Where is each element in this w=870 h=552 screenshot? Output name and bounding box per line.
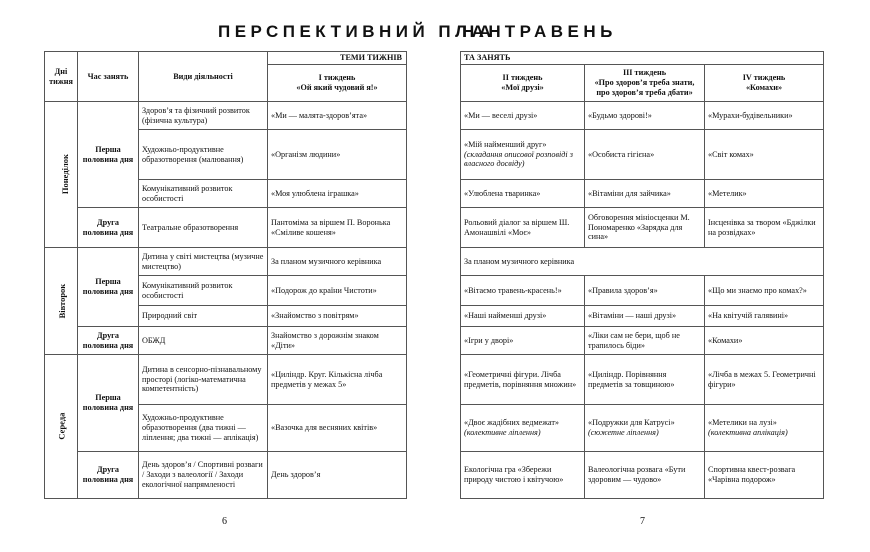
- time-first-half: Перша половина дня: [78, 102, 139, 208]
- lesson-cell: «Що ми знаємо про комах?»: [705, 276, 824, 306]
- day-monday: Понеділок: [45, 102, 78, 248]
- header-day: Дні тижня: [45, 52, 78, 102]
- time-first-half: Перша половина дня: [78, 248, 139, 327]
- lesson-cell: «Метелики на лузі» (колективна аплікація): [705, 405, 824, 452]
- header-week-4: IV тиждень «Комахи»: [705, 65, 824, 102]
- left-plan-table: [44, 51, 407, 499]
- time-second-half: Друга половина дня: [78, 208, 139, 248]
- activity-cell: Природний світ: [139, 306, 268, 327]
- lesson-cell: «Мій найменший друг» (складання описової розповіді з власного досвіду): [461, 130, 585, 180]
- lesson-cell-merged: За планом музичного керівника: [461, 248, 824, 276]
- lesson-cell: «Вітаміни — наші друзі»: [585, 306, 705, 327]
- lesson-cell: «Вітаміни для зайчика»: [585, 180, 705, 208]
- header-time: Час занять: [78, 52, 139, 102]
- day-wednesday: Середа: [45, 355, 78, 499]
- plan-title-right: НА ТРАВЕНЬ: [462, 22, 617, 41]
- day-tuesday: Вівторок: [45, 248, 78, 355]
- page-number-right: 7: [640, 516, 645, 527]
- time-first-half: Перша половина дня: [78, 355, 139, 452]
- lesson-cell: «Будьмо здорові!»: [585, 102, 705, 130]
- lesson-cell: Обговорення мініосценки М. Пономаренко «Зарядка для сина»: [585, 208, 705, 248]
- lesson-cell: «Ігри у дворі»: [461, 327, 585, 355]
- activity-cell: Дитина у світі мистецтва (музичне мистецтво): [139, 248, 268, 276]
- lesson-cell: Спортивна квест-розвага «Чарівна подорож»: [705, 452, 824, 499]
- lesson-cell: «Двоє жадібних ведмежат» (колективне ліплення): [461, 405, 585, 452]
- lesson-cell: «Правила здоров’я»: [585, 276, 705, 306]
- activity-cell: Театральне образотворення: [139, 208, 268, 248]
- activity-cell: Комунікативний розвиток особистості: [139, 180, 268, 208]
- header-week-2: ІІ тиждень «Мої друзі»: [461, 65, 585, 102]
- lesson-cell: За планом музичного керівника: [268, 248, 407, 276]
- activity-cell: Дитина в сенсорно-пізнавальному просторі (логіко-математична компетентність): [139, 355, 268, 405]
- lesson-cell: «Ми — веселі друзі»: [461, 102, 585, 130]
- lesson-cell: «Світ комах»: [705, 130, 824, 180]
- lesson-cell: «Моя улюблена іграшка»: [268, 180, 407, 208]
- activity-cell: Художньо-продуктивне образотворення (малювання): [139, 130, 268, 180]
- lesson-cell: «Подорож до країни Чистоти»: [268, 276, 407, 306]
- header-themes: ТЕМИ ТИЖНІВ: [268, 52, 407, 65]
- activity-cell: Здоров’я та фізичний розвиток (фізична культура): [139, 102, 268, 130]
- lesson-cell: «Знайомство з повітрям»: [268, 306, 407, 327]
- lesson-cell: «На квітучій галявині»: [705, 306, 824, 327]
- lesson-cell: «Комахи»: [705, 327, 824, 355]
- lesson-cell: «Наші найменші друзі»: [461, 306, 585, 327]
- lesson-cell: День здоров’я: [268, 452, 407, 499]
- activity-cell: День здоров’я / Спортивні розваги / Заходи з валеології / Заходи екологічної напрямленості: [139, 452, 268, 499]
- lesson-cell: Пантоміма за віршем П. Воронька «Сміливе кошеня»: [268, 208, 407, 248]
- lesson-cell: «Вазочка для весняних квітів»: [268, 405, 407, 452]
- header-week-3: ІІІ тиждень «Про здоров’я треба знати, про здоров’я треба дбати»: [585, 65, 705, 102]
- lesson-cell: Екологічна гра «Збережи природу чистою і квітучою»: [461, 452, 585, 499]
- header-activities: Види діяльності: [139, 52, 268, 102]
- lesson-cell: «Метелик»: [705, 180, 824, 208]
- lesson-cell: «Циліндр. Порівняння предметів за товщиною»: [585, 355, 705, 405]
- lesson-cell: «Організм людини»: [268, 130, 407, 180]
- time-second-half: Друга половина дня: [78, 327, 139, 355]
- activity-cell: Комунікативний розвиток особистості: [139, 276, 268, 306]
- lesson-cell: Валеологічна розвага «Бути здоровим — чудово»: [585, 452, 705, 499]
- lesson-cell: «Мурахи-будівельники»: [705, 102, 824, 130]
- plan-title-left: ПЕРСПЕКТИВНИЙ ПЛАН: [218, 22, 506, 41]
- page-number-left: 6: [222, 516, 227, 527]
- lesson-cell: «Подружки для Катрусі» (сюжетне ліплення): [585, 405, 705, 452]
- activity-cell: Художньо-продуктивне образотворення (два тижні — ліплення; два тижні — аплікація): [139, 405, 268, 452]
- header-themes-cont: ТА ЗАНЯТЬ: [461, 52, 824, 65]
- lesson-cell: «Геометричні фігури. Лічба предметів, порівняння множин»: [461, 355, 585, 405]
- lesson-cell: «Вітаємо травень-красень!»: [461, 276, 585, 306]
- lesson-cell: «Ліки сам не бери, щоб не трапилось біди»: [585, 327, 705, 355]
- lesson-cell: «Улюблена тваринка»: [461, 180, 585, 208]
- lesson-cell: Інсценівка за твором «Бджілки на розвідках»: [705, 208, 824, 248]
- lesson-cell: «Лічба в межах 5. Геометричні фігури»: [705, 355, 824, 405]
- lesson-cell: «Ми — малята-здоров’ята»: [268, 102, 407, 130]
- right-plan-table: [460, 51, 824, 499]
- lesson-cell: «Циліндр. Круг. Кількісна лічба предметів у межах 5»: [268, 355, 407, 405]
- lesson-cell: Рольовий діалог за віршем Ш. Амонашвілі «Моє»: [461, 208, 585, 248]
- time-second-half: Друга половина дня: [78, 452, 139, 499]
- activity-cell: ОБЖД: [139, 327, 268, 355]
- lesson-cell: «Особиста гігієна»: [585, 130, 705, 180]
- lesson-cell: Знайомство з дорожнім знаком «Діти»: [268, 327, 407, 355]
- header-week-1: І тиждень «Ой який чудовий я!»: [268, 65, 407, 102]
